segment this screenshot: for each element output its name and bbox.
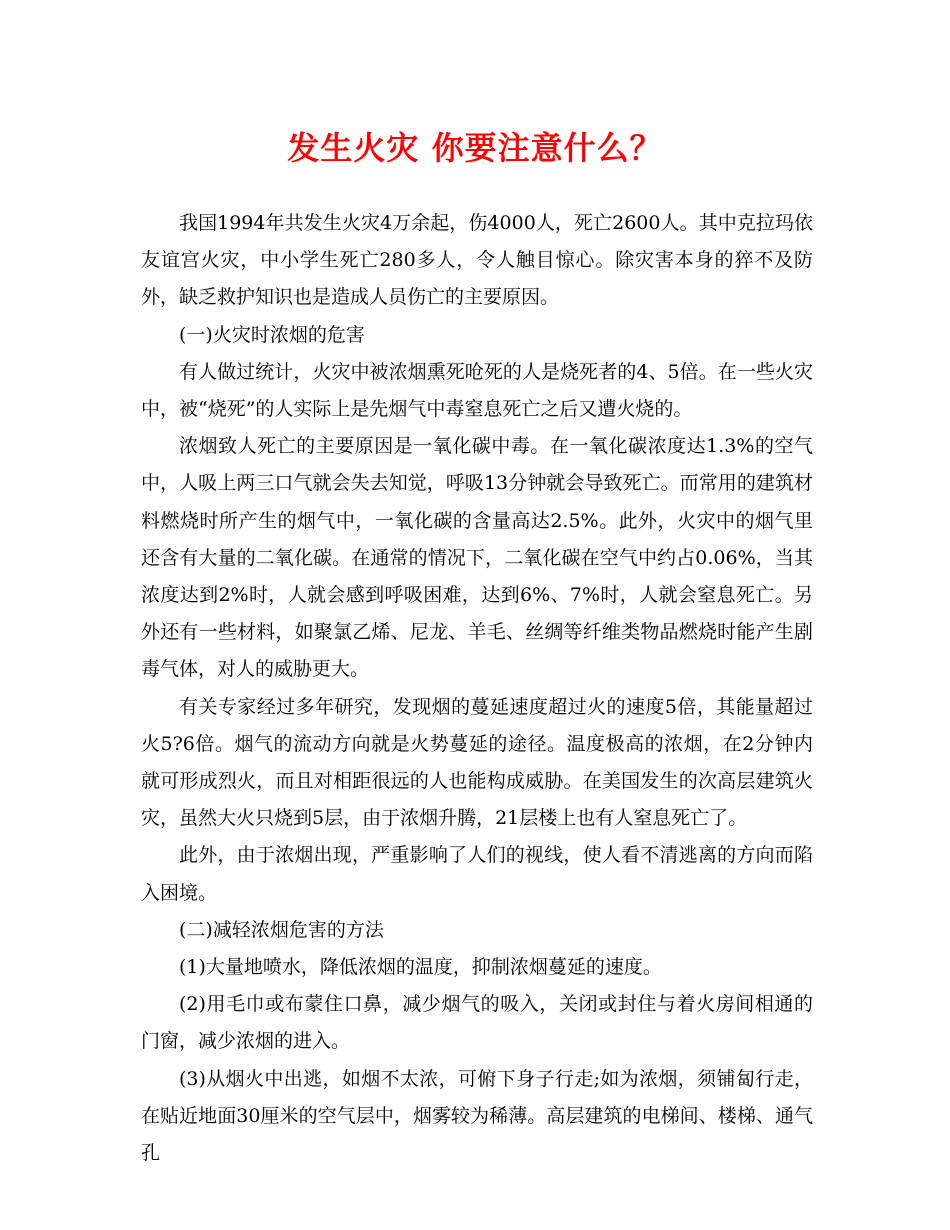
paragraph-intro: 我国1994年共发生火灾4万余起，伤4000人，死亡2600人。其中克拉玛依友谊宫火灾，中小学生死亡280多人，令人触目惊心。除灾害本身的猝不及防外，缺乏救护知识也是造成人员伤亡的主要原因。	[141, 212, 813, 309]
paragraph-visibility: 此外，由于浓烟出现，严重影响了人们的视线，使人看不清逃离的方向而陷入困境。	[141, 844, 813, 904]
section-heading-smoke-hazard: (一)火灾时浓烟的危害	[179, 323, 365, 346]
paragraph-carbon-monoxide: 浓烟致人死亡的主要原因是一氧化碳中毒。在一氧化碳浓度达1.3%的空气中，人吸上两三口气就会失去知觉，呼吸13分钟就会导致死亡。而常用的建筑材料燃烧时所产生的烟气中，一氧化碳的含量高达2.5%。此外，火灾中的烟气里还含有大量的二氧化碳。在通常的情况下，二氧化碳在空气中约占0.06%，当其浓度达到2%时，人就会感到呼吸困难，达到6%、7%时，人就会窒息死亡。另外还有一些材料，如聚氯乙烯、尼龙、羊毛、丝绸等纤维类物品燃烧时能产生剧毒气体，对人的威胁更大。	[141, 435, 813, 681]
method-item-3: (3)从烟火中出逃，如烟不太浓，可俯下身子行走;如为浓烟，须铺匐行走，在贴近地面30厘米的空气层中，烟雾较为稀薄。高层建筑的电梯间、楼梯、通气孔	[141, 1067, 813, 1165]
section-heading-methods: (二)减轻浓烟危害的方法	[179, 918, 384, 941]
method-item-2: (2)用毛巾或布蒙住口鼻，减少烟气的吸入，关闭或封住与着火房间相通的门窗，减少浓烟的进入。	[141, 993, 813, 1053]
document-body	[141, 205, 813, 1172]
method-item-1: (1)大量地喷水，降低浓烟的温度，抑制浓烟蔓延的速度。	[179, 956, 662, 979]
page-title: 发生火灾 你要注意什么？	[287, 129, 663, 167]
paragraph-statistics: 有人做过统计，火灾中被浓烟熏死呛死的人是烧死者的4、5倍。在一些火灾中，被“烧死”的人实际上是先烟气中毒窒息死亡之后又遭火烧的。	[141, 360, 813, 421]
paragraph-smoke-speed: 有关专家经过多年研究，发现烟的蔓延速度超过火的速度5倍，其能量超过火5?6倍。烟气的流动方向就是火势蔓延的途径。温度极高的浓烟，在2分钟内就可形成烈火，而且对相距很远的人也能构成威胁。在美国发生的次高层建筑火灾，虽然大火只烧到5层，由于浓烟升腾，21层楼上也有人窒息死亡了。	[141, 695, 813, 830]
